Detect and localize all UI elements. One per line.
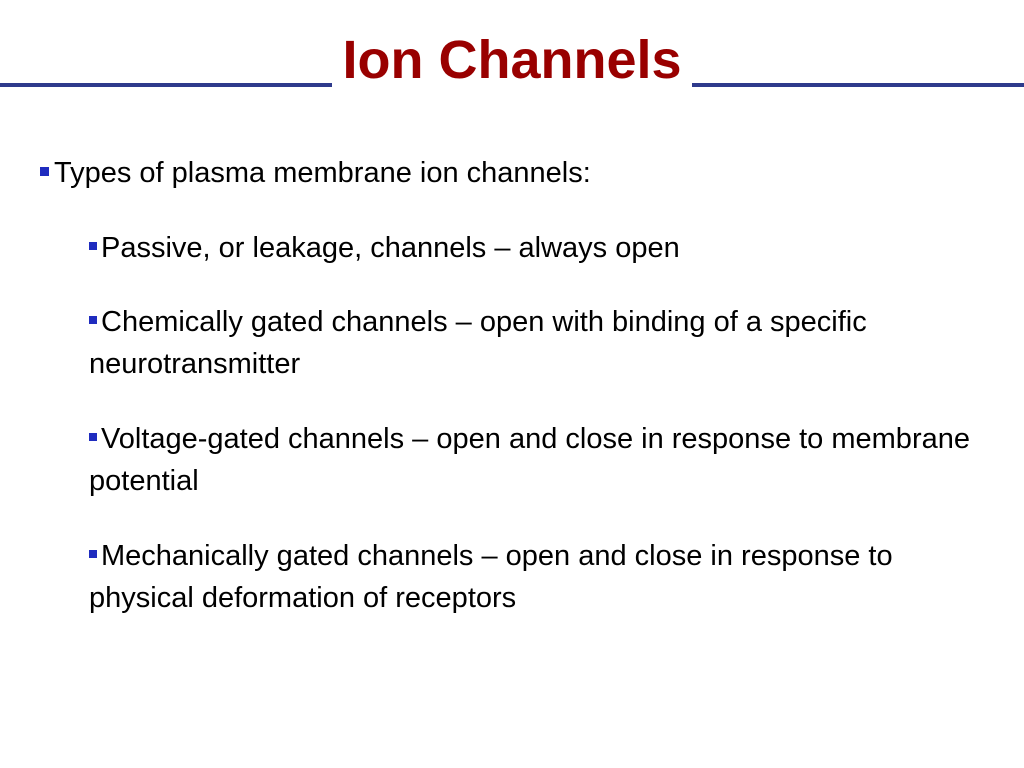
sub-bullet-mechanically-gated (89, 535, 979, 619)
sub-bullet-voltage-gated (89, 418, 979, 502)
square-bullet-icon (89, 316, 97, 324)
sub-bullet-text: Mechanically gated channels – open and close in response to physical deformation of receptors (89, 540, 893, 614)
slide-title: Ion Channels (332, 30, 691, 90)
slide-title-container (0, 28, 1024, 92)
sub-bullet-text: Chemically gated channels – open with binding of a specific neurotransmitter (89, 306, 867, 380)
square-bullet-icon (89, 550, 97, 558)
main-bullet (40, 152, 591, 194)
square-bullet-icon (89, 433, 97, 441)
sub-bullet-passive (89, 227, 979, 269)
square-bullet-icon (40, 167, 49, 176)
main-bullet-text: Types of plasma membrane ion channels: (54, 157, 591, 189)
sub-bullet-text: Passive, or leakage, channels – always open (101, 232, 680, 264)
sub-bullet-text: Voltage-gated channels – open and close in response to membrane potential (89, 423, 970, 497)
square-bullet-icon (89, 242, 97, 250)
sub-bullet-chemically-gated (89, 301, 979, 385)
